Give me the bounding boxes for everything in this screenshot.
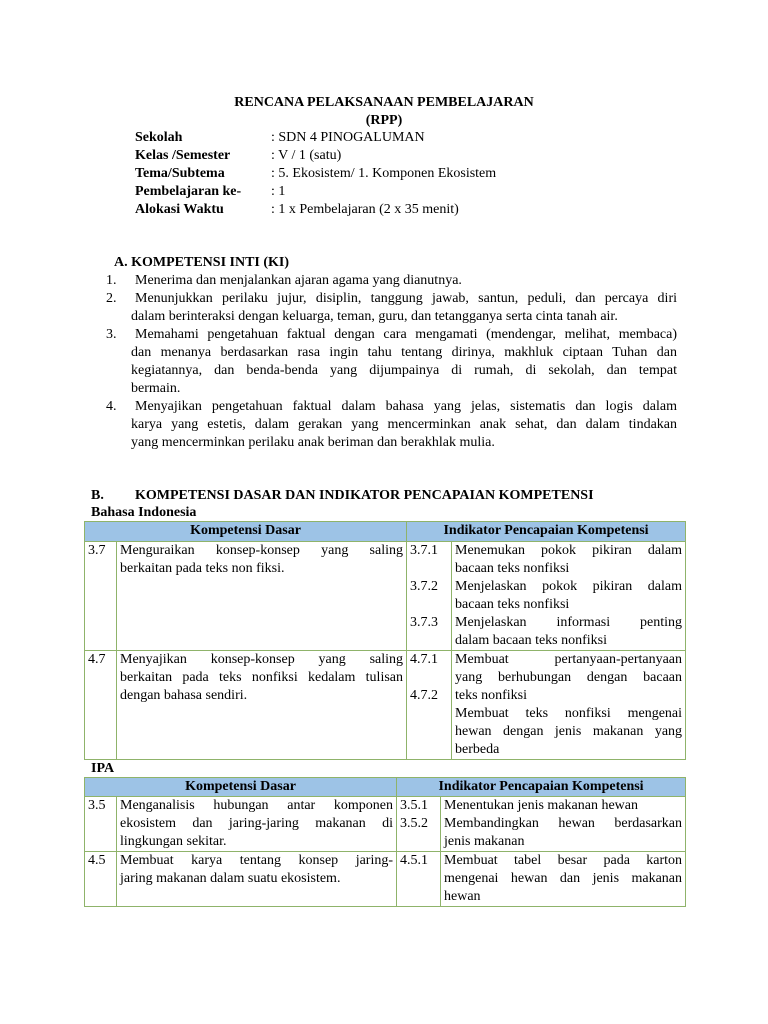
ki-line: Menerima dan menjalankan ajaran agama yang dianutnya. [135,273,462,288]
ki-number: 1. [106,273,117,288]
indicator-numbers: 4.7.1 4.7.2 [407,651,452,760]
table-row [85,797,686,852]
ki-number: 2. [106,291,117,306]
ki-number: 3. [106,327,117,342]
kd-description: Menganalisis hubungan antar komponen ekosistem dan jaring-jaring makanan di lingkungan sekitar. [117,797,397,852]
kd-number: 4.5 [85,852,117,907]
kd-number: 3.5 [85,797,117,852]
ki-number: 4. [106,399,117,414]
indicator-descriptions: Menemukan pokok pikiran dalam bacaan teks nonfiksi Menjelaskan pokok pikiran dalam bacaan teks nonfiksi Menjelaskan informasi penting dalam bacaan teks nonfiksi [452,542,686,651]
table-row [85,651,686,760]
ki-line: Memahami pengetahuan faktual dengan cara mengamati (mendengar, melihat, membaca) [135,327,677,342]
ki-line: bermain. [131,381,181,396]
document-title: RENCANA PELAKSANAAN PEMBELAJARAN [234,95,534,110]
identity-label-time: Alokasi Waktu [135,202,224,217]
table-row [85,852,686,907]
kd-description: Menguraikan konsep-konsep yang saling berkaitan pada teks non fiksi. [117,542,407,651]
subject-label-bahasa: Bahasa Indonesia [91,505,197,520]
identity-label-class: Kelas /Semester [135,148,231,163]
identity-value-theme: : 5. Ekosistem/ 1. Komponen Ekosistem [271,166,497,181]
kd-table-ipa [84,777,686,907]
section-b-heading: KOMPETENSI DASAR DAN INDIKATOR PENCAPAIAN KOMPETENSI [135,488,594,503]
identity-value-lesson: : 1 [271,184,286,199]
indicator-descriptions: Menentukan jenis makanan hewan Membandingkan hewan berdasarkan jenis makanan [441,797,686,852]
identity-label-lesson: Pembelajaran ke- [135,184,242,199]
indicator-numbers: 3.5.1 3.5.2 [397,797,441,852]
subject-label-ipa: IPA [91,761,115,776]
identity-value-school: : SDN 4 PINOGALUMAN [271,130,425,145]
ki-line: dalam berinteraksi dengan keluarga, teman, guru, dan tetangganya serta cinta tanah air. [131,309,618,324]
ki-line: yang mencerminkan perilaku anak beriman dan berakhlak mulia. [131,435,495,450]
ki-line: Menunjukkan perilaku jujur, disiplin, tanggung jawab, santun, peduli, dan percaya diri [135,291,677,306]
section-a-heading: A. KOMPETENSI INTI (KI) [114,255,290,270]
kd-table-bahasa [84,521,686,760]
indicator-numbers: 4.5.1 [397,852,441,907]
indicator-numbers: 3.7.1 3.7.2 3.7.3 [407,542,452,651]
table-row [85,542,686,651]
identity-label-school: Sekolah [135,130,183,145]
identity-label-theme: Tema/Subtema [135,166,225,181]
ki-line: kegiatannya, dan benda-benda yang dijumpainya di rumah, di sekolah, dan tempat [131,363,677,378]
identity-value-time: : 1 x Pembelajaran (2 x 35 menit) [271,202,459,217]
kd-description: Membuat karya tentang konsep jaring- jaring makanan dalam suatu ekosistem. [117,852,397,907]
table-header-ipk: Indikator Pencapaian Kompetensi [407,522,686,542]
ki-line: Menyajikan pengetahuan faktual dalam bahasa yang jelas, sistematis dan logis dalam [135,399,677,414]
table-header-kd: Kompetensi Dasar [85,522,407,542]
kd-number: 4.7 [85,651,117,760]
indicator-descriptions: Membuat pertanyaan-pertanyaan yang berhubungan dengan bacaan teks nonfiksi Membuat teks nonfiksi mengenai hewan dengan jenis makanan yang berbeda [452,651,686,760]
section-b-letter: B. [91,488,104,503]
ki-line: dan menanya berdasarkan rasa ingin tahu tentang dirinya, makhluk ciptaan Tuhan dan [131,345,677,360]
table-header-kd: Kompetensi Dasar [85,778,397,797]
document-subtitle: (RPP) [365,113,403,128]
kd-description: Menyajikan konsep-konsep yang saling berkaitan pada teks nonfiksi kedalam tulisan dengan bahasa sendiri. [117,651,407,760]
table-header-ipk: Indikator Pencapaian Kompetensi [397,778,686,797]
kd-number: 3.7 [85,542,117,651]
identity-value-class: : V / 1 (satu) [271,148,342,163]
ki-line: karya yang estetis, dalam gerakan yang mencerminkan anak sehat, dan dalam tindakan [131,417,677,432]
indicator-descriptions: Membuat tabel besar pada karton mengenai hewan dan jenis makanan hewan [441,852,686,907]
